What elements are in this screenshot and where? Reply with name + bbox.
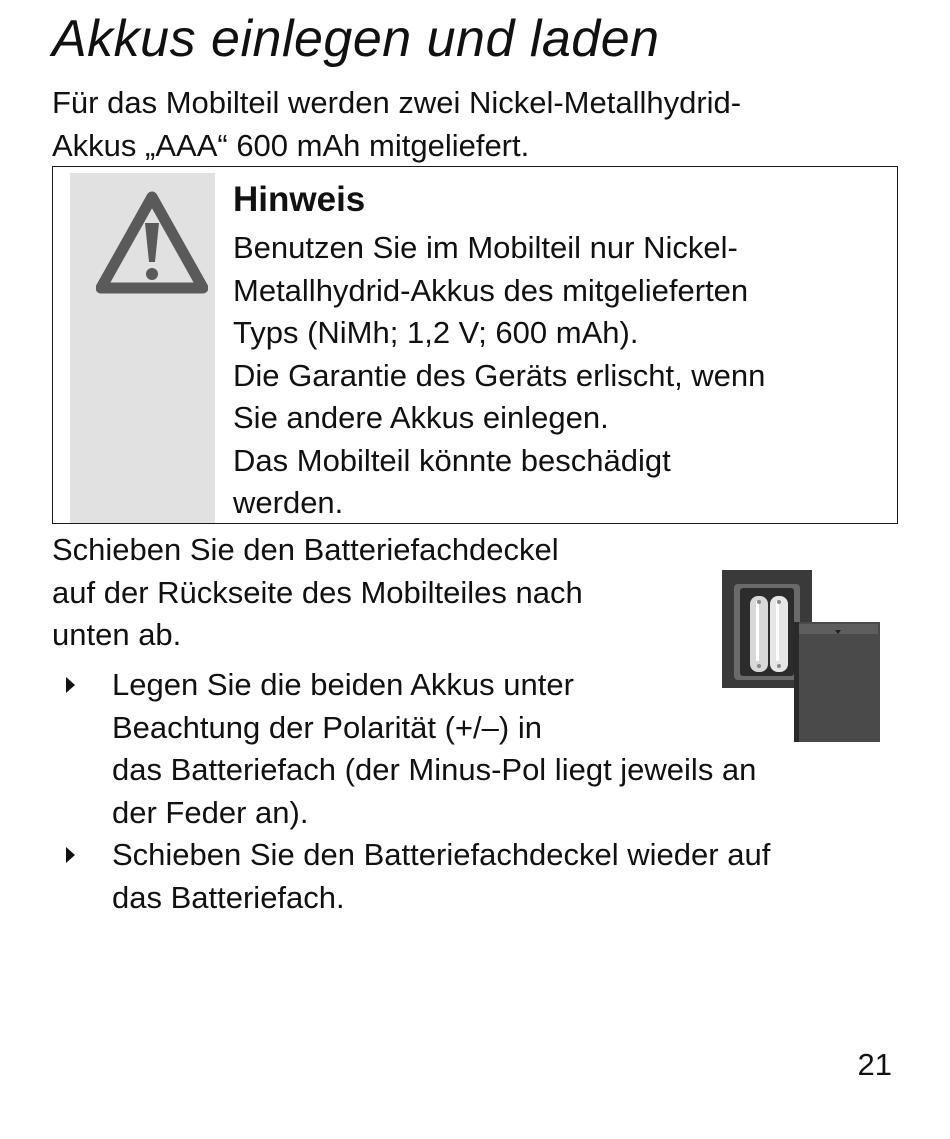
notice-line: Die Garantie des Geräts erlischt, wenn — [233, 357, 766, 393]
intro-line: Für das Mobilteil werden zwei Nickel-Metallhydrid- — [52, 85, 742, 120]
notice-heading: Hinweis — [233, 180, 366, 219]
triangle-bullet-icon — [66, 847, 75, 863]
triangle-bullet-icon — [66, 677, 75, 693]
instruction-line: unten ab. — [52, 617, 182, 652]
step-line: das Batteriefach (der Minus-Pol liegt jeweils an — [112, 752, 757, 787]
step-line: der Feder an). — [112, 794, 309, 830]
notice-line: Das Mobilteil könnte beschädigt — [233, 442, 671, 478]
instruction-line: auf der Rückseite des Mobilteiles nach — [52, 574, 583, 610]
notice-line: Typs (NiMh; 1,2 V; 600 mAh). — [233, 315, 639, 350]
notice-line: Sie andere Akkus einlegen. — [233, 400, 609, 435]
warning-triangle-icon — [96, 191, 208, 295]
notice-line: Metallhydrid-Akkus des mitgelieferten — [233, 272, 749, 308]
step-line: Beachtung der Polarität (+/–) in — [112, 709, 542, 745]
list-item — [52, 834, 770, 919]
page-title: Akkus einlegen und laden — [52, 10, 660, 68]
notice-body — [233, 227, 765, 525]
notice-line: Benutzen Sie im Mobilteil nur Nickel- — [233, 230, 738, 265]
notice-sidebar — [70, 173, 215, 523]
page-number: 21 — [857, 1047, 892, 1082]
intro-paragraph — [52, 82, 741, 167]
notice-box — [52, 166, 898, 524]
step-line: das Batteriefach. — [112, 879, 345, 915]
step-line: Legen Sie die beiden Akkus unter — [112, 667, 574, 702]
instruction-paragraph — [52, 529, 583, 657]
instruction-steps — [52, 664, 770, 919]
instruction-line: Schieben Sie den Batteriefachdeckel — [52, 532, 559, 567]
notice-line: werden. — [233, 485, 344, 520]
step-line: Schieben Sie den Batteriefachdeckel wieder auf — [112, 837, 771, 872]
list-item — [52, 664, 770, 834]
intro-line: Akkus „AAA“ 600 mAh mitgeliefert. — [52, 127, 530, 163]
